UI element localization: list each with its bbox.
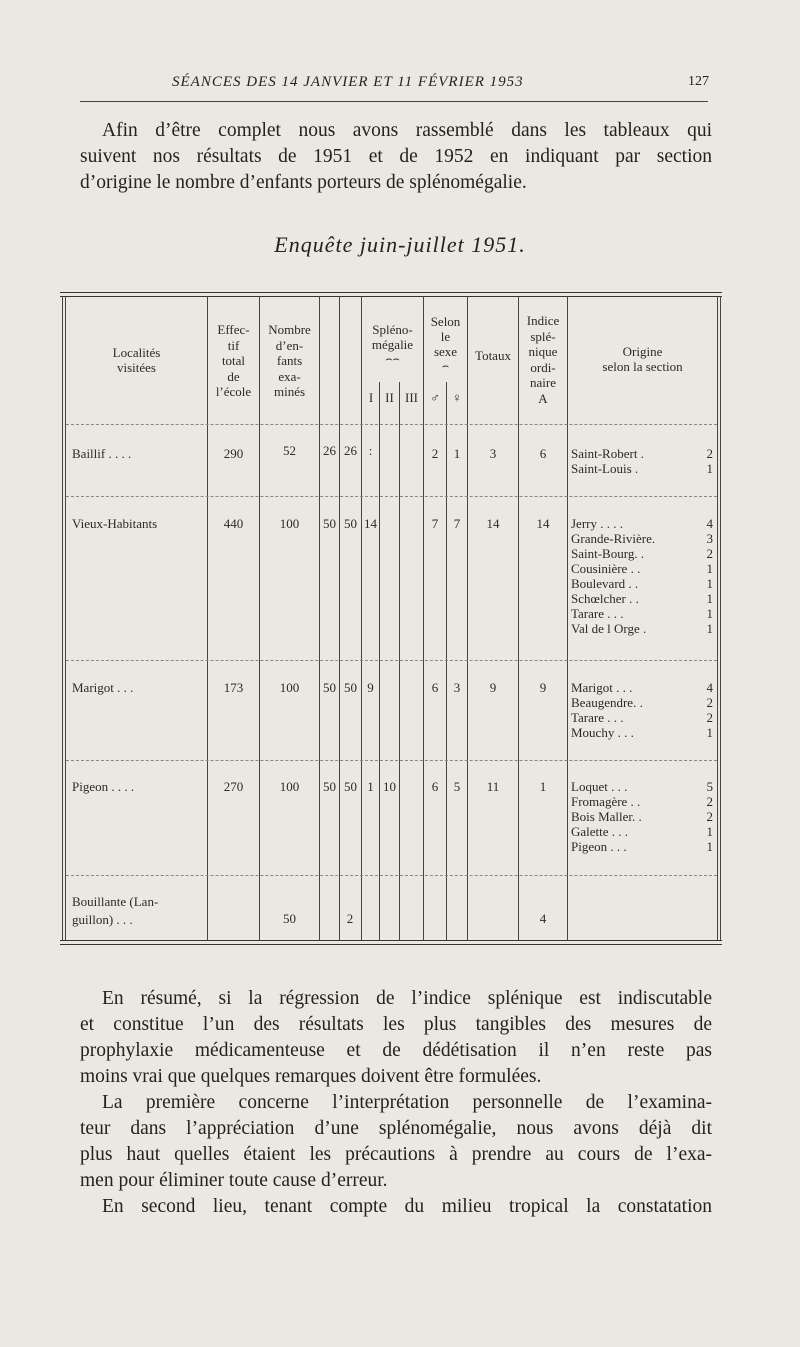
origine-count: 1 [706, 621, 713, 636]
header-text: Indice [526, 313, 560, 328]
header-text: total [221, 353, 246, 368]
examines-cell: 100 [279, 516, 300, 531]
indice-cell: 6 [539, 446, 547, 461]
origine-label: Saint-Louis . [571, 461, 639, 476]
spleno-I-cell: 2 [346, 911, 354, 926]
header-text: visitées [117, 360, 156, 375]
header-sexe [424, 314, 467, 374]
table-top-rule [60, 292, 722, 293]
origine-item [571, 576, 713, 591]
intro-line: suivent nos résultats de 1951 et de 1952 en indiquant par section [80, 146, 712, 167]
origine-label: Val de l Orge . [571, 621, 647, 636]
header-text: minés [273, 384, 306, 399]
localite-cell: Pigeon . . . . [72, 779, 135, 794]
origine-label: Beaugendre. . [571, 695, 643, 710]
examines-cell: 100 [279, 779, 300, 794]
male-icon: ♂ [430, 390, 440, 405]
origine-count: 3 [706, 531, 713, 546]
origine-label: Boulevard . . [571, 576, 639, 591]
localite-cell: Baillif . . . . [72, 446, 132, 461]
localite-line: Bouillante (Lan- [72, 894, 159, 909]
totaux-cell: 11 [486, 779, 500, 794]
origine-count: 2 [706, 546, 713, 561]
origine-item [571, 606, 713, 621]
origine-label: Saint-Robert . [571, 446, 644, 461]
header-rule [80, 101, 708, 102]
origine-label: Cousinière . . [571, 561, 641, 576]
origine-count: 1 [706, 824, 713, 839]
origine-cell [571, 516, 713, 636]
table-bottom-rule-inner [60, 940, 722, 941]
count-cell: 50 [344, 516, 357, 531]
count-cell: 50 [323, 516, 336, 531]
origine-item [571, 546, 713, 561]
spleno-I-cell: 14 [364, 516, 377, 531]
spleno-I-cell: 1 [367, 779, 374, 794]
header-text: sexe [433, 344, 458, 359]
column-line [65, 296, 66, 940]
header-text: Spléno- [372, 322, 413, 337]
origine-item [571, 446, 713, 461]
text-line: plus haut quelles étaient les précautions à prendre au cours de l’exa- [80, 1144, 712, 1165]
origine-count: 2 [706, 794, 713, 809]
header-separator [66, 424, 717, 426]
header-text: ordi- [530, 359, 556, 375]
header-text: mégalie [371, 337, 414, 352]
header-nombre [260, 322, 319, 400]
totaux-cell: 14 [486, 516, 500, 531]
origine-cell [571, 446, 713, 476]
origine-count: 2 [706, 710, 713, 725]
origine-count: 5 [706, 779, 713, 794]
origine-label: Tarare . . . [571, 606, 624, 621]
column-line [567, 296, 568, 940]
localite-cell: Vieux-Habitants [72, 516, 158, 531]
origine-label: Mouchy . . . [571, 725, 634, 740]
female-cell: 1 [453, 446, 461, 461]
row-separator [66, 875, 717, 877]
intro-paragraph [80, 118, 712, 196]
column-line [339, 296, 340, 940]
effectif-cell: 173 [223, 680, 244, 695]
header-text: d’en- [275, 337, 304, 353]
brace-glyph: ⌢ [441, 360, 450, 372]
intro-line: d’origine le nombre d’enfants porteurs de splénomégalie. [80, 172, 527, 193]
origine-label: Pigeon . . . [571, 839, 627, 854]
header-text: A [538, 390, 548, 406]
indice-cell: 9 [539, 680, 547, 695]
text-line: men pour éliminer toute cause d’erreur. [80, 1170, 388, 1191]
table-title: Enquête juin-juillet 1951. [274, 232, 526, 257]
header-spleno-III: III [405, 390, 418, 405]
origine-item [571, 794, 713, 809]
header-spleno-I: I [368, 390, 374, 405]
examines-cell: 52 [283, 443, 296, 458]
header-text: Origine [622, 344, 663, 359]
spleno-II-cell: 10 [383, 779, 396, 794]
row-separator [66, 496, 717, 498]
indice-cell: 14 [536, 516, 550, 531]
header-origine [568, 344, 717, 374]
origine-item [571, 561, 713, 576]
header-localites [66, 345, 207, 375]
origine-count: 2 [706, 446, 713, 461]
origine-item [571, 710, 713, 725]
origine-count: 1 [706, 839, 713, 854]
row-separator [66, 660, 717, 662]
effectif-cell: 270 [223, 779, 244, 794]
origine-item [571, 680, 713, 695]
header-splenomegalie [362, 322, 423, 367]
female-cell: 5 [453, 779, 461, 794]
header-text: selon la section [602, 359, 683, 374]
origine-item [571, 839, 713, 854]
totaux-cell: 9 [489, 680, 497, 695]
header-text: naire [530, 375, 556, 390]
origine-item [571, 461, 713, 476]
origine-item [571, 725, 713, 740]
origine-item [571, 824, 713, 839]
origine-cell [571, 779, 713, 854]
origine-label: Fromagère . . [571, 794, 641, 809]
origine-label: Galette . . . [571, 824, 629, 839]
origine-count: 1 [706, 461, 713, 476]
indice-cell: 4 [539, 911, 547, 926]
spleno-I-cell: : [368, 443, 373, 458]
table-bottom-rule [60, 944, 722, 945]
header-text: Localités [112, 345, 161, 360]
header-text: splé- [530, 328, 556, 344]
totaux-cell: 3 [489, 446, 497, 461]
origine-item [571, 809, 713, 824]
female-icon: ♀ [452, 390, 462, 405]
origine-count: 1 [706, 561, 713, 576]
header-text: tif [227, 337, 240, 353]
header-text: nique [528, 344, 558, 359]
localite-cell: Marigot . . . [72, 680, 134, 695]
origine-label: Saint-Bourg. . [571, 546, 645, 561]
column-line [717, 296, 718, 940]
effectif-cell: 440 [223, 516, 244, 531]
intro-line: Afin d’être complet nous avons rassemblé dans les tableaux qui [102, 120, 712, 141]
origine-count: 1 [706, 725, 713, 740]
conclusion-paragraph-1 [80, 986, 712, 1090]
origine-label: Marigot . . . [571, 680, 633, 695]
origine-item [571, 516, 713, 531]
table-top-rule-inner [60, 296, 722, 297]
count-cell: 50 [344, 680, 357, 695]
column-line [319, 296, 320, 940]
origine-label: Tarare . . . [571, 710, 624, 725]
count-cell: 26 [344, 443, 357, 458]
text-line: La première concerne l’interprétation personnelle de l’examina- [102, 1092, 712, 1113]
male-cell: 2 [431, 446, 439, 461]
text-line: prophylaxie médicamenteuse et de dédétisation il n’en reste pas [80, 1040, 712, 1061]
page-number: 127 [688, 74, 709, 89]
male-cell: 7 [431, 516, 439, 531]
header-indice [519, 313, 567, 406]
text-line: En second lieu, tenant compte du milieu tropical la constatation [102, 1196, 712, 1217]
count-cell: 50 [323, 779, 336, 794]
header-totaux: Totaux [475, 348, 511, 363]
origine-count: 4 [706, 516, 713, 531]
origine-label: Bois Maller. . [571, 809, 642, 824]
count-cell: 50 [323, 680, 336, 695]
origine-count: 1 [706, 591, 713, 606]
row-separator [66, 760, 717, 762]
examines-cell: 50 [283, 911, 296, 926]
text-line: moins vrai que quelques remarques doivent être formulées. [80, 1066, 542, 1087]
origine-label: Loquet . . . [571, 779, 628, 794]
column-line [62, 296, 63, 940]
examines-cell: 100 [279, 680, 300, 695]
count-cell: 26 [323, 443, 336, 458]
header-text: Selon [430, 314, 461, 329]
origine-label: Schœlcher . . [571, 591, 639, 606]
text-line: et constitue l’un des résultats les plus tangibles des mesures de [80, 1014, 712, 1035]
origine-label: Jerry . . . . [571, 516, 623, 531]
origine-count: 4 [706, 680, 713, 695]
header-text: de [227, 368, 240, 384]
header-effectif [208, 322, 259, 400]
running-head: SÉANCES DES 14 JANVIER ET 11 FÉVRIER 1953 [172, 74, 524, 90]
origine-count: 2 [706, 809, 713, 824]
origine-label: Grande-Rivière. [571, 531, 656, 546]
header-spleno-II: II [385, 390, 394, 405]
header-text: exa- [278, 368, 301, 384]
header-text: l’école [215, 384, 252, 399]
origine-count: 1 [706, 576, 713, 591]
header-text: Nombre [268, 322, 311, 337]
localite-line: guillon) . . . [72, 912, 133, 927]
brace-glyph: ⌢⌢ [385, 353, 400, 365]
origine-item [571, 779, 713, 794]
origine-count: 1 [706, 606, 713, 621]
origine-count: 2 [706, 695, 713, 710]
text-line: En résumé, si la régression de l’indice splénique est indiscutable [102, 988, 712, 1009]
effectif-cell: 290 [223, 446, 244, 461]
count-cell: 50 [344, 779, 357, 794]
female-cell: 7 [453, 516, 461, 531]
spleno-I-cell: 9 [367, 680, 374, 695]
text-line: teur dans l’appréciation d’une splénomégalie, nous avons déjà dit [80, 1118, 712, 1139]
origine-item [571, 531, 713, 546]
origine-cell [571, 680, 713, 740]
header-text: le [440, 329, 451, 344]
header-text: fants [276, 353, 303, 368]
origine-item [571, 591, 713, 606]
conclusion-paragraph-2 [80, 1090, 712, 1194]
conclusion-paragraph-3 [80, 1194, 712, 1220]
localite-cell [72, 894, 158, 927]
indice-cell: 1 [539, 779, 547, 794]
origine-item [571, 621, 713, 636]
male-cell: 6 [431, 680, 439, 695]
male-cell: 6 [431, 779, 439, 794]
column-line [467, 296, 468, 940]
origine-item [571, 695, 713, 710]
column-line [720, 296, 721, 940]
female-cell: 3 [453, 680, 461, 695]
header-text: Effec- [217, 322, 250, 337]
